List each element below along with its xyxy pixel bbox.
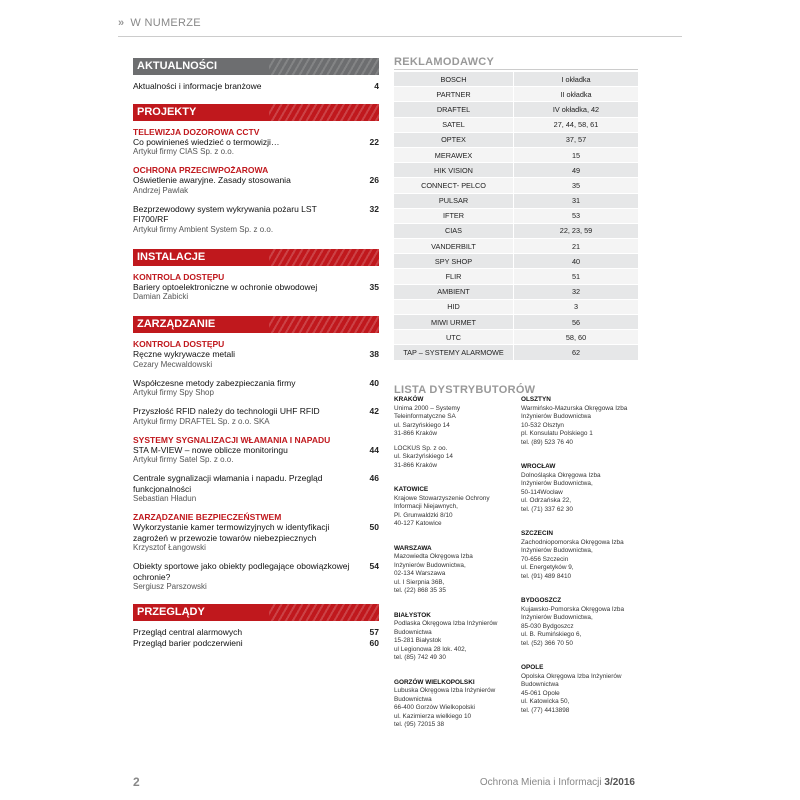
advertiser-name: OPTEX bbox=[394, 132, 514, 147]
distributor-address-line: Lubuska Okręgowa Izba Inżynierów bbox=[394, 687, 496, 694]
advertiser-name: CONNECT- PELCO bbox=[394, 178, 514, 193]
distributor-city: SZCZECIN bbox=[521, 530, 553, 537]
advertiser-row bbox=[394, 284, 638, 299]
entry-page-number: 50 bbox=[369, 522, 379, 532]
distributor-address-line: 85-030 Bydgoszcz bbox=[521, 622, 574, 630]
magazine-name: Ochrona Mienia i Informacji bbox=[479, 777, 602, 788]
distributor-address-line: Podlaska Okręgowa Izba Inżynierów bbox=[394, 620, 498, 627]
entry-page-number: 40 bbox=[369, 377, 379, 388]
advertiser-name: TAP – SYSTEMY ALARMOWE bbox=[394, 345, 514, 360]
toc-entry[interactable] bbox=[133, 561, 379, 592]
distributor-address-line: Inżynierów Budownictwa bbox=[521, 413, 591, 420]
entry-page-number: 46 bbox=[369, 473, 379, 483]
advertiser-pages: 27, 44, 58, 61 bbox=[514, 117, 639, 132]
table-of-contents bbox=[133, 58, 379, 656]
distributor-address-line: tel. (22) 868 35 35 bbox=[394, 587, 446, 594]
advertiser-name: DRAFTEL bbox=[394, 102, 514, 117]
distributor-address-line: Informacji Niejawnych, bbox=[394, 503, 458, 510]
section-header-label: W NUMERZE bbox=[130, 17, 201, 29]
spacer bbox=[521, 648, 639, 658]
advertiser-row bbox=[394, 345, 638, 360]
advertiser-name: IFTER bbox=[394, 208, 514, 223]
advertiser-row bbox=[394, 239, 638, 254]
entry-author: Artykuł firmy Ambient System Sp. z o.o. bbox=[133, 224, 274, 234]
distributor-city: OPOLE bbox=[521, 664, 544, 671]
distributor-address-line: ul. Skarżyńskiego 14 bbox=[394, 453, 453, 460]
heading-stripes-decoration bbox=[269, 249, 379, 266]
footer-magazine bbox=[480, 777, 635, 788]
distributor-address-line: Inżynierów Budownictwa, bbox=[394, 561, 466, 569]
toc-entry[interactable] bbox=[133, 204, 379, 235]
toc-entry[interactable] bbox=[133, 339, 379, 370]
advertiser-name: SPY SHOP bbox=[394, 254, 514, 269]
entry-author: Artykuł firmy Spy Shop bbox=[133, 388, 214, 397]
entry-title[interactable]: Wykorzystanie kamer termowizyjnych w identyfikacji zagrożeń w przewozie towarów niebezpiecznych bbox=[133, 522, 330, 543]
entry-page-number: 35 bbox=[369, 281, 379, 292]
entry-author: Artykuł firmy Satel Sp. z o.o. bbox=[133, 455, 234, 464]
toc-entry[interactable] bbox=[133, 638, 379, 649]
entry-category: OCHRONA PRZECIWPOŻAROWA bbox=[133, 165, 269, 175]
toc-entry[interactable] bbox=[133, 473, 379, 504]
entry-author: Sergiusz Parszowski bbox=[133, 582, 207, 591]
entry-page-number: 4 bbox=[374, 81, 379, 91]
advertiser-name: PARTNER bbox=[394, 87, 514, 102]
advertiser-pages: 56 bbox=[514, 315, 639, 330]
toc-section bbox=[133, 58, 379, 92]
toc-entry[interactable] bbox=[133, 81, 379, 92]
distributor-address-line: tel. (85) 742 49 30 bbox=[394, 654, 446, 661]
toc-entry[interactable] bbox=[133, 165, 379, 196]
advertisers-table bbox=[394, 72, 638, 361]
advertiser-row bbox=[394, 132, 638, 147]
entry-title[interactable]: STA M-VIEW – nowe oblicze monitoringu bbox=[133, 444, 288, 455]
distributor-address-line: tel. (71) 337 62 30 bbox=[521, 505, 573, 513]
spacer bbox=[521, 514, 639, 524]
distributor-address-line: ul. Kazimierza wielkiego 10 bbox=[394, 712, 472, 720]
distributor-city: BIAŁYSTOK bbox=[394, 611, 431, 619]
spacer bbox=[394, 730, 512, 740]
distributor-address-line: Inżynierów Budownictwa, bbox=[521, 480, 593, 487]
distributors-column-right bbox=[521, 396, 639, 725]
distributor-address-line: Zachodniopomorska Okręgowa Izba bbox=[521, 538, 624, 546]
entry-author: Sebastian Hładun bbox=[133, 494, 197, 503]
distributor-address-line: Warmińsko-Mazurska Okręgowa Izba bbox=[521, 404, 628, 412]
distributor-address-line: Pl. Grunwaldzki 8/10 bbox=[394, 511, 453, 519]
advertiser-pages: 49 bbox=[514, 163, 639, 178]
distributor-city: BYDGOSZCZ bbox=[521, 597, 562, 604]
entry-page-number: 60 bbox=[369, 637, 379, 648]
entry-page-number: 44 bbox=[369, 444, 379, 455]
distributor-address-line: Opolska Okręgowa Izba Inżynierów bbox=[521, 672, 622, 680]
entry-title[interactable]: Współczesne metody zabezpieczania firmy bbox=[133, 377, 296, 388]
distributor-address-line: ul. B. Rumińskiego 6, bbox=[521, 631, 582, 638]
entry-page-number: 26 bbox=[369, 175, 379, 185]
distributor-address-line: Mazowiedta Okręgowa Izba bbox=[394, 553, 473, 560]
page-number: 2 bbox=[133, 775, 140, 789]
spacer bbox=[394, 529, 512, 539]
advertiser-name: MERAWEX bbox=[394, 147, 514, 162]
divider bbox=[118, 36, 682, 37]
entry-category: SYSTEMY SYGNALIZACJI WŁAMANIA I NAPADU bbox=[133, 434, 331, 445]
entry-category: ZARZĄDZANIE BEZPIECZEŃSTWEM bbox=[133, 512, 282, 522]
distributor-address-line: 66-400 Gorzów Wielkopolski bbox=[394, 704, 475, 711]
entry-page-number: 22 bbox=[369, 136, 379, 147]
advertiser-name: AMBIENT bbox=[394, 284, 514, 299]
issue-number: 3/2016 bbox=[604, 777, 635, 788]
entry-author: Andrzej Pawlak bbox=[133, 185, 189, 195]
section-heading bbox=[133, 249, 379, 266]
entry-title[interactable]: Bariery optoelektroniczne w ochronie obwodowej bbox=[133, 281, 318, 292]
entry-category: KONTROLA DOSTĘPU bbox=[133, 271, 225, 282]
advertiser-name: CIAS bbox=[394, 223, 514, 238]
distributor-address-line: 15-281 Białystok bbox=[394, 637, 442, 644]
distributor-address-line: 70-656 Szczecin bbox=[521, 555, 569, 563]
distributor-address-line: Unima 2000 – Systemy bbox=[394, 404, 461, 412]
distributor-address-line: LOCKUS Sp. z oo. bbox=[394, 444, 448, 452]
advertiser-row bbox=[394, 163, 638, 178]
distributor-address-line: Inżynierów Budownictwa, bbox=[521, 614, 593, 621]
toc-entry[interactable] bbox=[133, 272, 379, 303]
advertiser-pages: 31 bbox=[514, 193, 639, 208]
toc-section bbox=[133, 104, 379, 235]
advertiser-name: FLIR bbox=[394, 269, 514, 284]
advertiser-row bbox=[394, 330, 638, 345]
distributor-city: WARSZAWA bbox=[394, 544, 432, 552]
toc-entry[interactable] bbox=[133, 378, 379, 399]
heading-stripes-decoration bbox=[269, 104, 379, 121]
advertiser-name: UTC bbox=[394, 330, 514, 345]
advertiser-pages: 32 bbox=[514, 284, 639, 299]
distributor-city: GORZÓW WIELKOPOLSKI bbox=[394, 678, 475, 686]
toc-entry[interactable] bbox=[133, 406, 379, 427]
entry-title[interactable]: Oświetlenie awaryjne. Zasady stosowania bbox=[133, 175, 291, 185]
advertiser-name: MIWI URMET bbox=[394, 315, 514, 330]
entry-category: KONTROLA DOSTĘPU bbox=[133, 339, 225, 349]
section-heading-label: ZARZĄDZANIE bbox=[137, 318, 216, 330]
distributor-address-line: ul. Energetyków 9, bbox=[521, 564, 574, 571]
entry-author: Artykuł firmy DRAFTEL Sp. z o.o. SKA bbox=[133, 416, 270, 426]
advertiser-row bbox=[394, 102, 638, 117]
advertiser-row bbox=[394, 269, 638, 284]
toc-section bbox=[133, 316, 379, 592]
entry-title[interactable]: Ręczne wykrywacze metali bbox=[133, 349, 236, 359]
advertiser-name: HIK VISION bbox=[394, 163, 514, 178]
advertiser-pages: I okładka bbox=[514, 72, 639, 87]
advertiser-pages: 40 bbox=[514, 254, 639, 269]
advertiser-pages: 3 bbox=[514, 299, 639, 314]
spacer bbox=[521, 715, 639, 725]
entry-title[interactable]: Bezprzewodowy system wykrywania pożaru LST FI700/RF bbox=[133, 203, 317, 224]
section-heading-label: PROJEKTY bbox=[137, 105, 197, 118]
toc-section bbox=[133, 249, 379, 303]
toc-section bbox=[133, 604, 379, 648]
advertiser-pages: IV okładka, 42 bbox=[514, 102, 639, 117]
distributor-address-line: Kujawsko-Pomorska Okręgowa Izba bbox=[521, 605, 625, 613]
entry-title[interactable]: Przyszłość RFID należy do technologii UHF RFID bbox=[133, 406, 320, 416]
spacer bbox=[394, 663, 512, 673]
section-heading bbox=[133, 104, 379, 121]
heading-stripes-decoration bbox=[269, 604, 379, 621]
section-heading bbox=[133, 604, 379, 621]
distributor-address-line: tel. (77) 4413898 bbox=[521, 706, 570, 714]
section-heading-label: PRZEGLĄDY bbox=[137, 606, 205, 618]
spacer bbox=[394, 596, 512, 606]
advertiser-row bbox=[394, 193, 638, 208]
advertiser-name: HID bbox=[394, 299, 514, 314]
advertiser-row bbox=[394, 315, 638, 330]
distributor-address-line: ul. Katowicka 50, bbox=[521, 698, 570, 705]
advertiser-pages: 58, 60 bbox=[514, 330, 639, 345]
entry-page-number: 42 bbox=[369, 406, 379, 416]
distributor-address-line: tel. (52) 366 70 50 bbox=[521, 639, 573, 647]
section-heading bbox=[133, 316, 379, 333]
distributor-city: KATOWICE bbox=[394, 486, 429, 493]
advertiser-row bbox=[394, 72, 638, 87]
advertiser-row bbox=[394, 299, 638, 314]
advertiser-pages: 62 bbox=[514, 345, 639, 360]
toc-entry[interactable] bbox=[133, 435, 379, 466]
advertiser-name: VANDERBILT bbox=[394, 239, 514, 254]
advertiser-pages: 21 bbox=[514, 239, 639, 254]
distributor-address-line: tel. (95) 72015 38 bbox=[394, 721, 445, 728]
entry-title[interactable]: Co powinieneś wiedzieć o termowizji… bbox=[133, 136, 280, 147]
distributor-address-line: Inżynierów Budownictwa, bbox=[521, 547, 593, 554]
spacer bbox=[521, 447, 639, 457]
advertiser-pages: 35 bbox=[514, 178, 639, 193]
entry-page-number: 32 bbox=[369, 203, 379, 214]
distributor-address-line: 31-866 Kraków bbox=[394, 430, 437, 437]
distributor-address-line: pl. Konsulatu Polskiego 1 bbox=[521, 430, 593, 437]
advertiser-pages: 51 bbox=[514, 269, 639, 284]
distributor-city: WROCŁAW bbox=[521, 463, 556, 470]
distributor-city: KRAKÓW bbox=[394, 396, 424, 403]
toc-entry[interactable] bbox=[133, 512, 379, 553]
distributor-city: OLSZTYN bbox=[521, 396, 551, 403]
spacer bbox=[521, 581, 639, 591]
advertiser-pages: 22, 23, 59 bbox=[514, 223, 639, 238]
distributor-address-line: tel. (89) 523 76 40 bbox=[521, 438, 573, 446]
toc-entry[interactable] bbox=[133, 127, 379, 158]
advertiser-pages: 53 bbox=[514, 208, 639, 223]
advertiser-pages: 37, 57 bbox=[514, 132, 639, 147]
section-heading bbox=[133, 58, 379, 75]
advertiser-row bbox=[394, 147, 638, 162]
advertiser-row bbox=[394, 178, 638, 193]
distributors-column-left bbox=[394, 396, 512, 740]
advertiser-row bbox=[394, 117, 638, 132]
double-chevron-icon: » bbox=[118, 17, 125, 29]
entry-author: Cezary Mecwaldowski bbox=[133, 359, 213, 369]
advertiser-pages: 15 bbox=[514, 147, 639, 162]
distributor-address-line: 02-134 Warszawa bbox=[394, 570, 446, 577]
entry-title[interactable]: Aktualności i informacje branżowe bbox=[133, 81, 262, 91]
entry-title[interactable]: Przegląd central alarmowych bbox=[133, 627, 243, 637]
entry-author: Krzysztof Łangowski bbox=[133, 543, 206, 552]
entry-category: TELEWIZJA DOZOROWA CCTV bbox=[133, 126, 260, 137]
distributor-address-line: 40-127 Katowice bbox=[394, 520, 442, 527]
section-header bbox=[118, 17, 201, 29]
entry-title[interactable]: Przegląd barier podczerwieni bbox=[133, 637, 243, 648]
advertiser-row bbox=[394, 223, 638, 238]
entry-author: Damian Zabicki bbox=[133, 292, 189, 301]
entry-title[interactable]: Obiekty sportowe jako obiekty podlegające obowiązkowej ochronie? bbox=[133, 561, 350, 582]
advertiser-row bbox=[394, 208, 638, 223]
entry-title[interactable]: Centrale sygnalizacji włamania i napadu. Przegląd funkcjonalności bbox=[133, 473, 323, 494]
distributor-address-line: Budownictwa bbox=[394, 695, 432, 703]
distributor-address-line: Budownictwa bbox=[394, 628, 432, 636]
advertisers-heading: REKLAMODAWCY bbox=[394, 56, 638, 70]
entry-author: Artykuł firmy CIAS Sp. z o.o. bbox=[133, 147, 234, 156]
spacer bbox=[394, 470, 512, 480]
distributor-address-line: Teleinformatyczne SA bbox=[394, 413, 456, 420]
entry-page-number: 57 bbox=[369, 627, 379, 637]
heading-stripes-decoration bbox=[269, 58, 379, 75]
distributor-address-line: 31-866 Kraków bbox=[394, 461, 437, 469]
section-heading-label: AKTUALNOŚCI bbox=[137, 60, 218, 72]
advertiser-name: SATEL bbox=[394, 117, 514, 132]
advertiser-pages: II okładka bbox=[514, 87, 639, 102]
advertiser-name: PULSAR bbox=[394, 193, 514, 208]
distributor-address-line: ul. Sarzyńskiego 14 bbox=[394, 421, 450, 429]
distributor-address-line: Budownictwa bbox=[521, 681, 559, 688]
advertisers-panel bbox=[394, 56, 638, 361]
distributor-address-line: 50-114Wocław bbox=[521, 488, 563, 496]
distributor-address-line: Krajowe Stowarzyszenie Ochrony bbox=[394, 494, 490, 502]
distributor-address-line: Dolnośląska Okręgowa Izba bbox=[521, 471, 601, 479]
advertiser-row bbox=[394, 87, 638, 102]
heading-stripes-decoration bbox=[269, 316, 379, 333]
distributor-address-line: ul. Odrzańska 22, bbox=[521, 497, 572, 504]
advertiser-name: BOSCH bbox=[394, 72, 514, 87]
distributor-address-line: ul Legionowa 28 lok. 402, bbox=[394, 645, 467, 653]
entry-page-number: 38 bbox=[369, 349, 379, 359]
distributor-address-line: 45-061 Opole bbox=[521, 689, 560, 697]
distributor-address-line: 10-532 Olsztyn bbox=[521, 421, 564, 429]
section-heading-label: INSTALACJE bbox=[137, 250, 206, 263]
advertiser-row bbox=[394, 254, 638, 269]
entry-page-number: 54 bbox=[369, 561, 379, 571]
distributors-heading: LISTA DYSTRYBUTORÓW bbox=[394, 384, 536, 396]
distributor-address-line: tel. (91) 489 8410 bbox=[521, 572, 572, 580]
toc-entry[interactable] bbox=[133, 627, 379, 638]
distributor-address-line: ul. I Sierpnia 36B, bbox=[394, 578, 445, 586]
